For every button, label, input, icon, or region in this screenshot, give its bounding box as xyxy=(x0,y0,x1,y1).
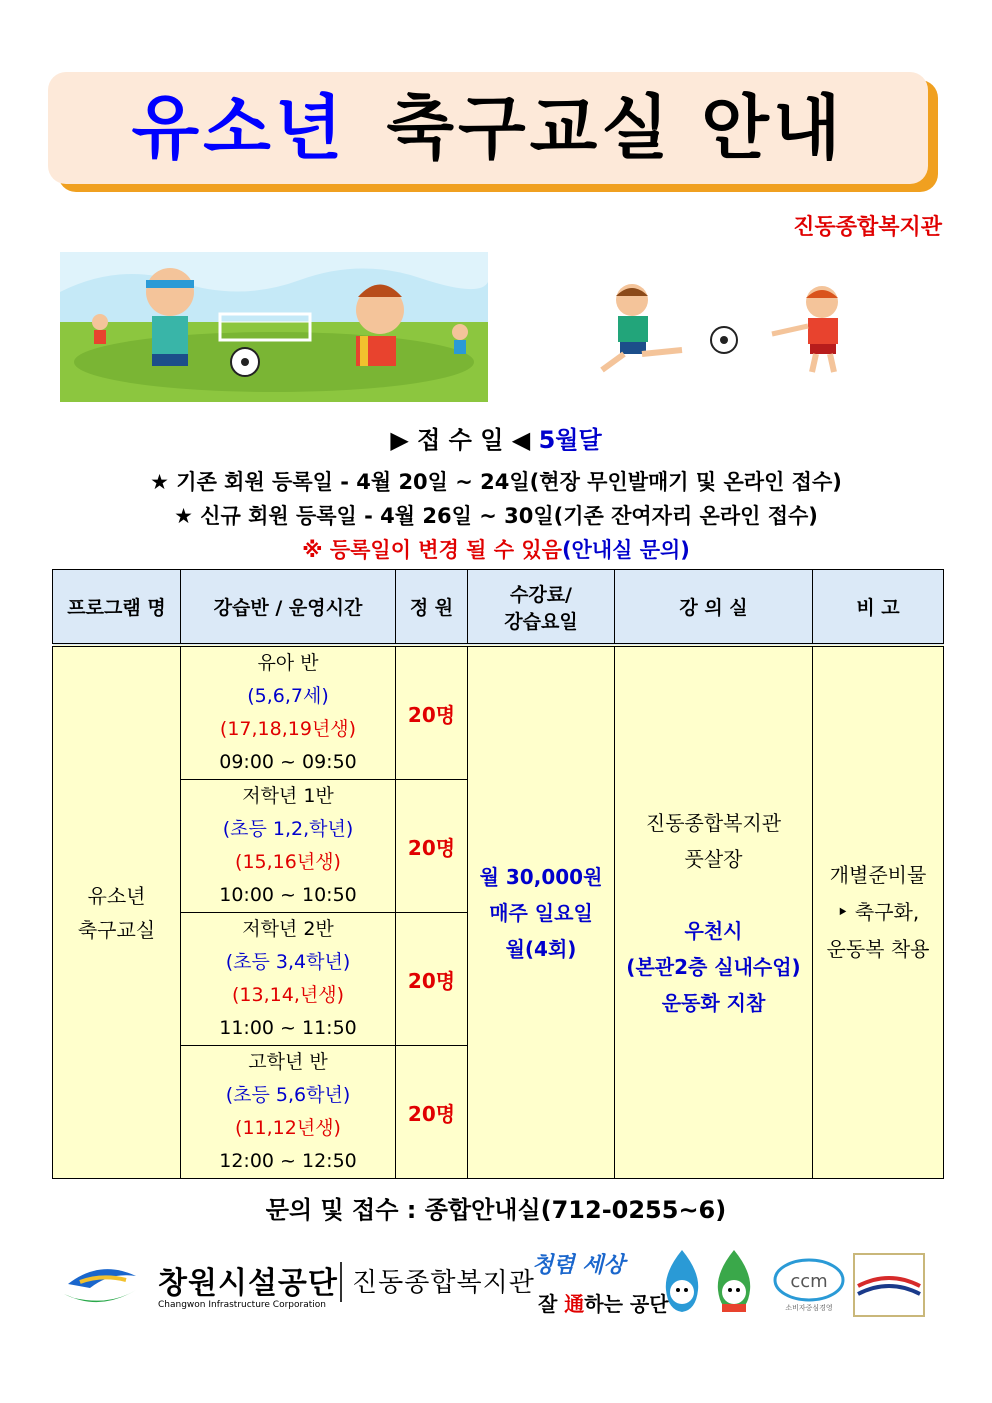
registration-notice xyxy=(0,534,992,564)
blue-mascot-icon xyxy=(660,1248,704,1320)
capacity-cell: 20명 xyxy=(396,1046,468,1179)
room-name: 진동종합복지관 xyxy=(645,810,782,835)
header-program: 프로그램 명 xyxy=(53,570,181,646)
header-fee-line1: 수강료/ xyxy=(509,583,572,606)
session-birth: (13,14,년생) xyxy=(232,984,344,1006)
program-name-line1: 유소년 xyxy=(87,883,146,908)
corp-name: 창원시설공단 xyxy=(158,1266,338,1301)
session-time: 11:00 ~ 11:50 xyxy=(219,1017,357,1039)
fee-cell xyxy=(468,645,615,1179)
changwon-corp-logo-icon xyxy=(60,1254,140,1324)
tong-slogan-b: 通 xyxy=(564,1292,585,1316)
footer-logos xyxy=(60,1248,940,1328)
header-room: 강 의 실 xyxy=(615,570,813,646)
header-note: 비 고 xyxy=(813,570,944,646)
session-cell xyxy=(181,913,396,1046)
header-fee-line2: 강습요일 xyxy=(504,610,578,633)
corp-english-name: Changwon Infrastructure Corporation xyxy=(158,1300,326,1310)
tong-slogan-a: 잘 xyxy=(538,1292,565,1316)
organization-name: 진동종합복지관 xyxy=(793,215,942,240)
program-table xyxy=(52,569,944,1179)
session-time: 10:00 ~ 10:50 xyxy=(219,884,357,906)
note-line1: 개별준비물 xyxy=(829,863,927,887)
session-time: 09:00 ~ 09:50 xyxy=(219,751,357,773)
fee-monthly: 월 30,000원 xyxy=(479,864,603,889)
tong-slogan-c: 하는 공단 xyxy=(584,1292,669,1316)
room-indoor: (본관2층 실내수업) xyxy=(626,954,801,979)
note-line3: 운동복 착용 xyxy=(826,937,930,961)
session-name: 저학년 2반 xyxy=(242,918,334,940)
header-fee xyxy=(468,570,615,646)
note-cell xyxy=(813,645,944,1179)
session-age: (초등 5,6학년) xyxy=(225,1084,351,1106)
session-cell xyxy=(181,780,396,913)
header-class-time: 강습반 / 운영시간 xyxy=(181,570,396,646)
kids-passing-ball-illustration xyxy=(572,280,892,380)
header-capacity: 정 원 xyxy=(396,570,468,646)
room-futsal: 풋살장 xyxy=(684,846,743,871)
program-name-line2: 축구교실 xyxy=(77,917,156,942)
registration-heading-label: ▶ 접 수 일 ◀ xyxy=(390,426,531,454)
notice-blue-text: (안내실 문의) xyxy=(561,538,690,562)
session-birth: (17,18,19년생) xyxy=(219,718,357,740)
certification-badge-icon xyxy=(852,1252,926,1318)
fee-day: 매주 일요일 xyxy=(489,900,593,925)
fee-count: 월(4회) xyxy=(505,936,577,961)
title-part2: 축구교실 안내 xyxy=(386,86,845,169)
title-banner xyxy=(48,72,928,184)
session-age: (5,6,7세) xyxy=(247,685,329,707)
session-birth: (11,12년생) xyxy=(235,1117,341,1139)
program-name-cell xyxy=(53,645,181,1179)
room-cell xyxy=(615,645,813,1179)
room-shoes: 운동화 지참 xyxy=(661,990,766,1015)
capacity-cell: 20명 xyxy=(396,645,468,780)
session-name: 유아 반 xyxy=(257,652,319,674)
capacity-cell: 20명 xyxy=(396,780,468,913)
soccer-kids-illustration xyxy=(60,252,488,402)
session-name: 저학년 1반 xyxy=(242,785,334,807)
ccm-logo-subtext: 소비자중심경영 xyxy=(785,1304,833,1312)
registration-heading xyxy=(0,420,992,455)
room-rain: 우천시 xyxy=(684,918,743,943)
session-cell xyxy=(181,645,396,780)
existing-member-dates: ★ 기존 회원 등록일 - 4월 20일 ~ 24일(현장 무인발매기 및 온라인 접수) xyxy=(150,470,842,494)
ccm-logo-icon xyxy=(772,1258,846,1316)
notice-red-text: ※ 등록일이 변경 될 수 있음 xyxy=(302,538,562,562)
integrity-slogan: 청렴 세상 xyxy=(532,1253,625,1278)
new-member-dates: ★ 신규 회원 등록일 - 4월 26일 ~ 30일(기존 잔여자리 온라인 접수) xyxy=(174,504,818,528)
session-birth: (15,16년생) xyxy=(235,851,341,873)
ccm-logo-text: ccm xyxy=(790,1271,828,1292)
session-age: (초등 3,4학년) xyxy=(225,951,351,973)
session-age: (초등 1,2,학년) xyxy=(222,818,354,840)
green-mascot-icon xyxy=(712,1248,756,1320)
registration-month: 5월달 xyxy=(538,426,602,454)
capacity-cell: 20명 xyxy=(396,913,468,1046)
table-row xyxy=(53,645,944,780)
contact-info: 문의 및 접수 : 종합안내실(712-0255~6) xyxy=(265,1196,727,1224)
tong-slogan xyxy=(538,1288,669,1317)
note-line2: ‣ 축구화, xyxy=(836,900,920,924)
logo-divider xyxy=(340,1262,342,1302)
title-part1: 유소년 xyxy=(131,86,347,169)
session-name: 고학년 반 xyxy=(248,1051,328,1073)
session-time: 12:00 ~ 12:50 xyxy=(219,1150,357,1172)
table-header-row xyxy=(53,570,944,646)
welfare-center-name: 진동종합복지관 xyxy=(352,1268,535,1298)
session-cell xyxy=(181,1046,396,1179)
